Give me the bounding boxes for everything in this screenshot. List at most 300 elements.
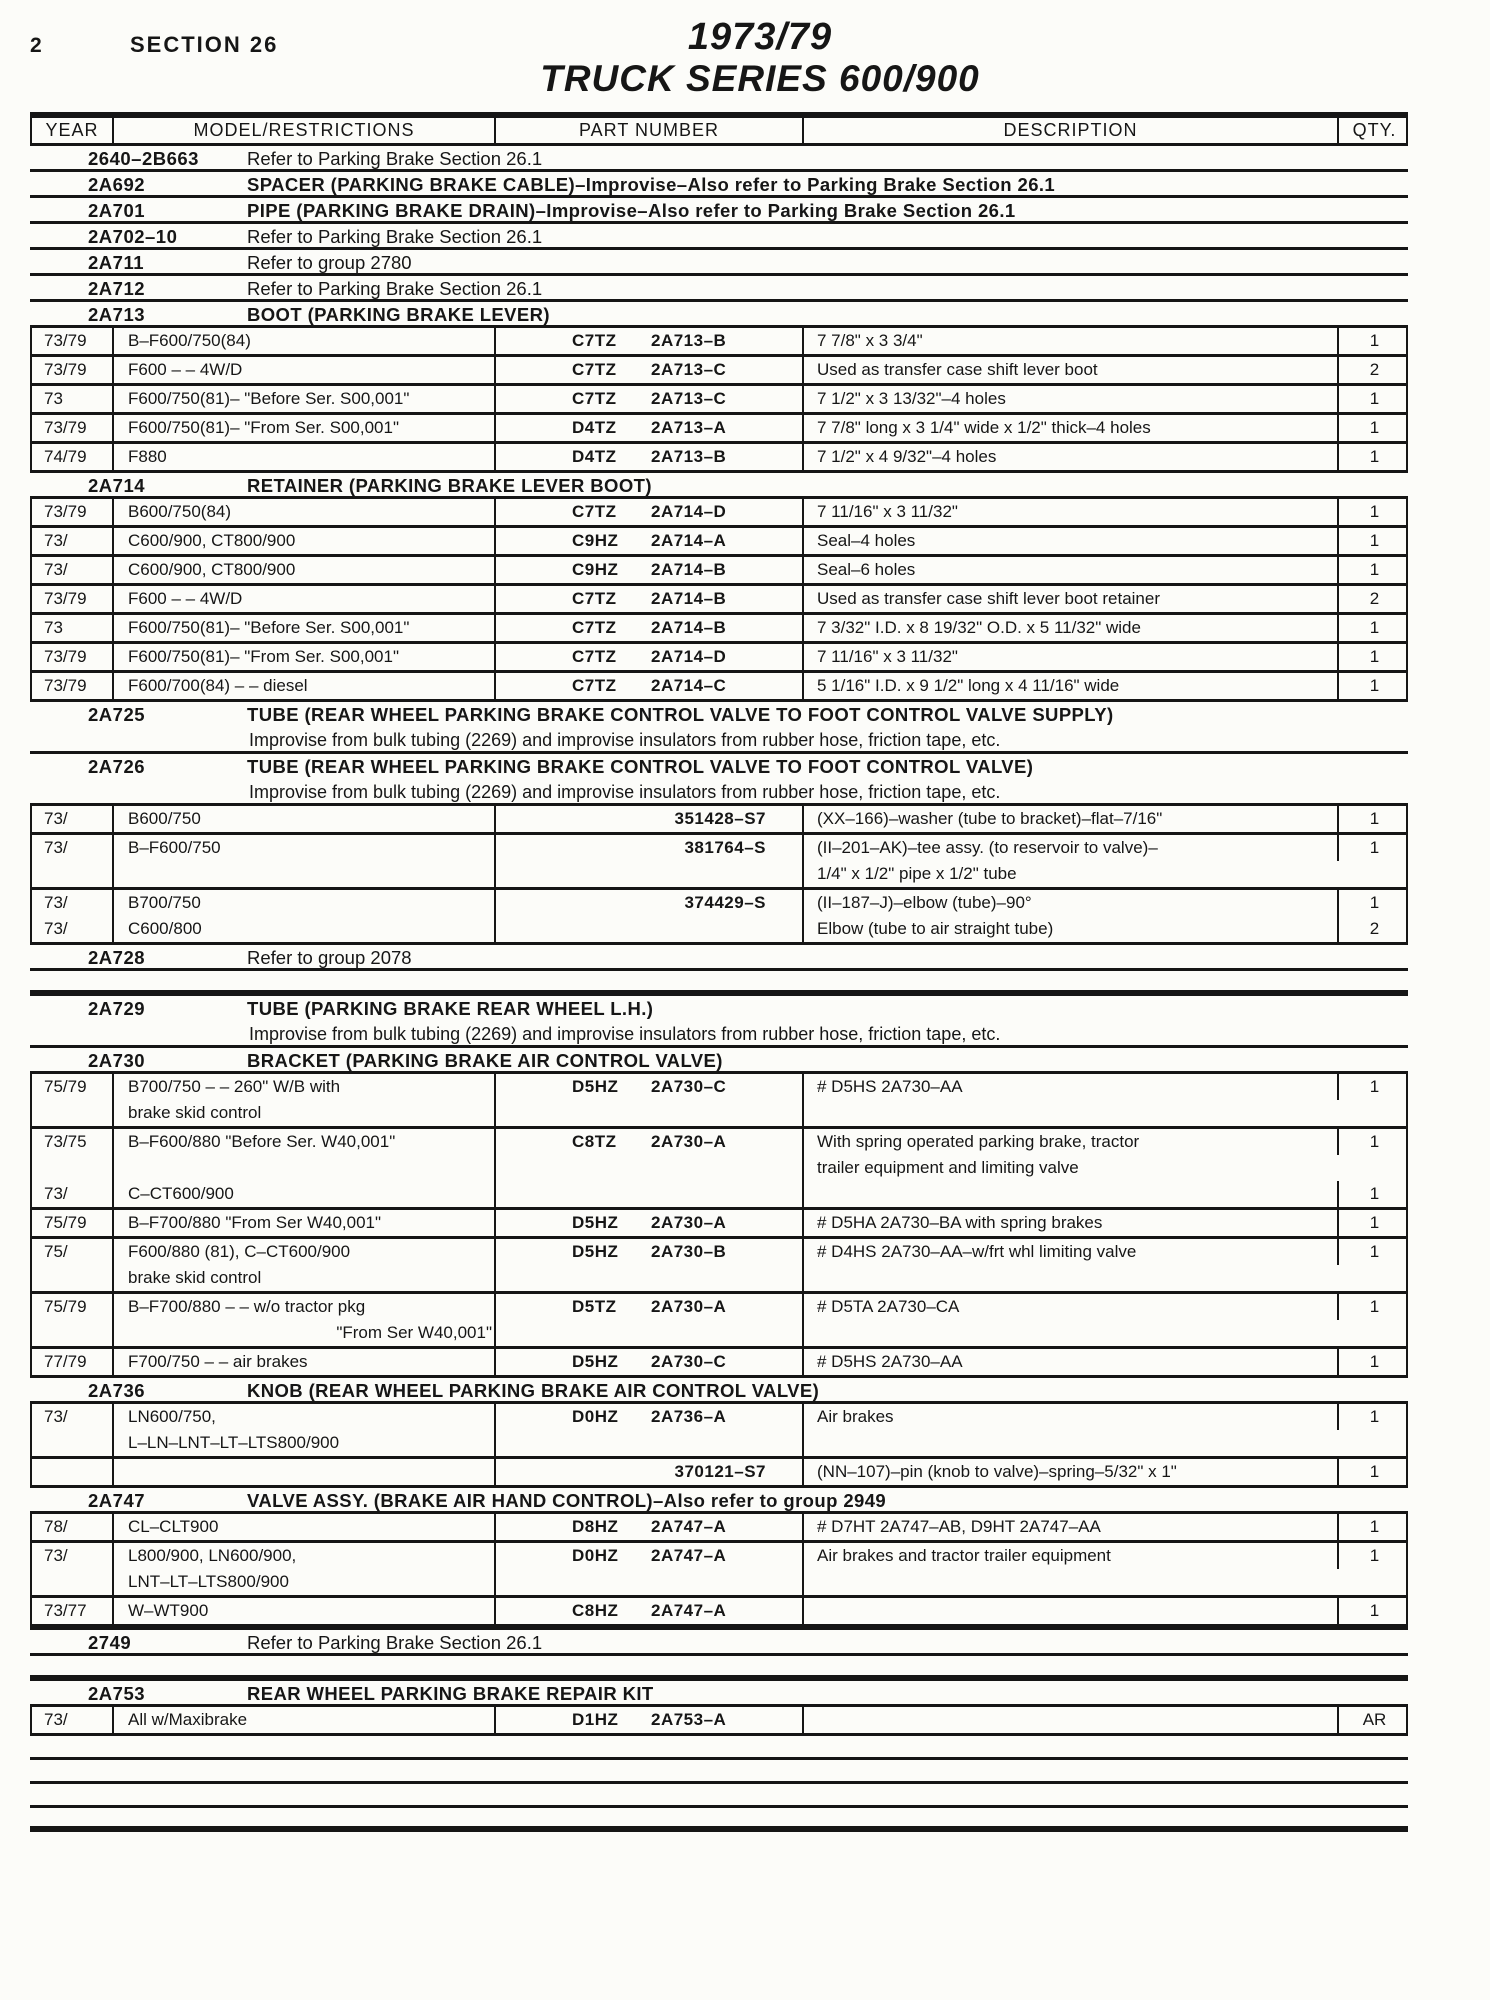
section-name: VALVE ASSY. (BRAKE AIR HAND CONTROL)–Also refer to group 2949: [247, 1490, 887, 1511]
table-row: [30, 1598, 1408, 1630]
model-line: "From Ser W40,001": [336, 1323, 492, 1342]
part-number-suffix: 2A753–A: [651, 1710, 727, 1729]
model-cell: [112, 1459, 494, 1485]
section-part-number: 2A730: [88, 1050, 146, 1071]
year-cell: 73/: [44, 1184, 68, 1203]
desc-line: 7 11/16" x 3 11/32": [817, 502, 958, 521]
desc-cell: [802, 1707, 1337, 1733]
section-part-number: 2A713: [88, 304, 146, 325]
year-cell: 75/79: [44, 1297, 87, 1316]
qty-cell: AR: [1337, 1707, 1410, 1733]
section-row: [30, 754, 1408, 780]
qty-cell: 1: [1337, 557, 1410, 583]
desc-cell: [802, 1543, 1337, 1595]
part-number-prefix: D4TZ: [572, 447, 617, 466]
desc-line: # D5TA 2A730–CA: [817, 1297, 960, 1316]
desc-line: trailer equipment and limiting valve: [817, 1158, 1079, 1177]
blank-row: [30, 971, 1408, 996]
section-row: [30, 702, 1408, 728]
year-cell: 73/79: [44, 360, 87, 379]
table-row: [30, 1074, 1408, 1129]
desc-cell: [802, 499, 1337, 525]
col-header-desc: DESCRIPTION: [802, 118, 1337, 143]
model-line: B600/750(84): [128, 502, 232, 521]
part-number-prefix: C7TZ: [572, 589, 617, 608]
desc-cell: [802, 1598, 1337, 1624]
model-line: brake skid control: [128, 1103, 262, 1122]
qty-cell: 1: [1337, 644, 1410, 670]
qty-cell: 1: [1337, 1239, 1410, 1265]
table-row: [30, 673, 1408, 702]
part-number-prefix: C7TZ: [572, 331, 617, 350]
qty-cell: 2: [1337, 357, 1410, 383]
model-line: B600/750: [128, 809, 201, 828]
model-cell: [112, 1210, 494, 1236]
part-number-prefix: C8TZ: [572, 1132, 617, 1151]
col-header-model: MODEL/RESTRICTIONS: [112, 118, 494, 143]
section-row: [30, 1630, 1408, 1656]
part-number-basic: 381764–S: [684, 838, 766, 857]
section-row: [30, 1048, 1408, 1074]
desc-cell: [802, 328, 1337, 354]
section-name: Refer to Parking Brake Section 26.1: [247, 148, 543, 169]
part-number-suffix: 2A714–C: [651, 676, 727, 695]
year-cell: 73/: [44, 1407, 68, 1426]
year-cell: 73/77: [44, 1601, 87, 1620]
model-line: LNT–LT–LTS800/900: [128, 1572, 289, 1591]
desc-cell: [802, 644, 1337, 670]
note-row: [30, 780, 1408, 806]
model-cell: [112, 1514, 494, 1540]
qty-cell: 1: [1337, 1514, 1410, 1540]
model-line: CL–CLT900: [128, 1517, 219, 1536]
desc-cell: [802, 835, 1337, 887]
part-number-prefix: C7TZ: [572, 389, 617, 408]
desc-cell: [802, 1074, 1337, 1126]
desc-line: 7 7/8" x 3 3/4": [817, 331, 923, 350]
desc-line: Used as transfer case shift lever boot: [817, 360, 1098, 379]
part-number-prefix: C7TZ: [572, 676, 617, 695]
model-line: F600/750(81)– "From Ser. S00,001": [128, 647, 399, 666]
year-cell: 73: [44, 389, 63, 408]
note-row: [30, 728, 1408, 754]
desc-cell: [802, 357, 1337, 383]
table-row: [30, 444, 1408, 473]
desc-cell: [802, 1514, 1337, 1540]
section-name: PIPE (PARKING BRAKE DRAIN)–Improvise–Also refer to Parking Brake Section 26.1: [247, 200, 1016, 221]
part-number-suffix: 2A714–D: [651, 502, 727, 521]
part-number-suffix: 2A714–D: [651, 647, 727, 666]
year-cell: 73/75: [44, 1132, 87, 1151]
qty-cell: 1: [1337, 806, 1410, 832]
model-line: F880: [128, 447, 167, 466]
part-cell: [494, 328, 802, 354]
section-row: [30, 172, 1408, 198]
part-number-suffix: 2A730–B: [651, 1242, 727, 1261]
qty-cell: 1: [1337, 1349, 1410, 1375]
qty-cell: 2: [1337, 916, 1410, 942]
model-cell: [112, 586, 494, 612]
year-cell: 75/79: [44, 1213, 87, 1232]
part-cell: [494, 1239, 802, 1291]
year-cell: 73/79: [44, 647, 87, 666]
part-cell: [494, 1459, 802, 1485]
part-cell: [494, 1404, 802, 1456]
desc-cell: [802, 890, 1337, 916]
col-header-year: YEAR: [45, 120, 99, 140]
note-row: [30, 1022, 1408, 1048]
table-row: [30, 806, 1408, 835]
desc-cell: [802, 557, 1337, 583]
table-row: [30, 916, 1408, 945]
desc-cell: [802, 1129, 1337, 1181]
table-header-row: [30, 118, 1408, 146]
section-name: Refer to Parking Brake Section 26.1: [247, 1632, 543, 1653]
part-number-prefix: D1HZ: [572, 1710, 619, 1729]
section-part-number: 2A747: [88, 1490, 146, 1511]
section-part-number: 2A725: [88, 704, 146, 725]
part-number-suffix: 2A713–A: [651, 418, 727, 437]
qty-cell: 1: [1337, 890, 1410, 916]
desc-cell: [802, 586, 1337, 612]
qty-cell: 1: [1337, 1404, 1410, 1430]
col-header-qty: QTY.: [1337, 118, 1410, 143]
desc-cell: [802, 528, 1337, 554]
model-line: F600 – – 4W/D: [128, 589, 243, 608]
part-number-suffix: 2A714–A: [651, 531, 727, 550]
model-line: B–F600/750: [128, 838, 221, 857]
model-cell: [112, 806, 494, 832]
year-cell: 73/79: [44, 418, 87, 437]
section-part-number: 2640–2B663: [88, 148, 199, 169]
desc-line: 7 11/16" x 3 11/32": [817, 647, 958, 666]
model-line: B–F700/880 "From Ser W40,001": [128, 1213, 382, 1232]
desc-cell: [802, 1459, 1337, 1485]
year-cell: 73/: [44, 893, 68, 912]
section-part-number: 2A692: [88, 174, 146, 195]
note-text: Improvise from bulk tubing (2269) and improvise insulators from rubber hose, friction tape, etc.: [249, 782, 1001, 802]
model-cell: [112, 499, 494, 525]
page-number: 2: [30, 34, 42, 57]
table-row: [30, 615, 1408, 644]
desc-line: # D7HT 2A747–AB, D9HT 2A747–AA: [817, 1517, 1101, 1536]
page-title-series: TRUCK SERIES 600/900: [540, 58, 980, 99]
model-line: C600/800: [128, 919, 202, 938]
desc-cell: [802, 1181, 1337, 1207]
desc-cell: [802, 386, 1337, 412]
part-number-suffix: 2A747–A: [651, 1517, 727, 1536]
section-name: TUBE (PARKING BRAKE REAR WHEEL L.H.): [247, 998, 654, 1019]
qty-cell: 2: [1337, 586, 1410, 612]
qty-cell: 1: [1337, 386, 1410, 412]
section-part-number: 2A702–10: [88, 226, 178, 247]
model-cell: [112, 1707, 494, 1733]
model-cell: [112, 1129, 494, 1181]
model-line: W–WT900: [128, 1601, 209, 1620]
part-number-prefix: D5HZ: [572, 1213, 619, 1232]
part-number-suffix: 2A747–A: [651, 1546, 727, 1565]
part-cell: [494, 1349, 802, 1375]
year-cell: 78/: [44, 1517, 68, 1536]
section-row: [30, 945, 1408, 971]
part-cell: [494, 1129, 802, 1181]
table-row: [30, 1543, 1408, 1598]
section-part-number: 2A729: [88, 998, 146, 1019]
table-row: [30, 415, 1408, 444]
table-row: [30, 557, 1408, 586]
year-cell: 74/79: [44, 447, 87, 466]
part-number-prefix: C7TZ: [572, 360, 617, 379]
part-cell: [494, 1074, 802, 1126]
year-cell: 73/: [44, 919, 68, 938]
model-cell: [112, 444, 494, 470]
table-row: [30, 1129, 1408, 1181]
section-part-number: 2749: [88, 1632, 132, 1653]
part-number-prefix: C9HZ: [572, 531, 619, 550]
model-line: L–LN–LNT–LT–LTS800/900: [128, 1433, 340, 1452]
model-line: F700/750 – – air brakes: [128, 1352, 308, 1371]
qty-cell: 1: [1337, 1074, 1410, 1100]
desc-line: # D5HS 2A730–AA: [817, 1352, 963, 1371]
year-cell: 73/: [44, 809, 68, 828]
desc-line: 7 3/32" I.D. x 8 19/32" O.D. x 5 11/32" wide: [817, 618, 1141, 637]
part-number-suffix: 2A736–A: [651, 1407, 727, 1426]
part-number-suffix: 2A713–C: [651, 360, 727, 379]
table-row: [30, 499, 1408, 528]
model-cell: [112, 415, 494, 441]
part-number-prefix: D4TZ: [572, 418, 617, 437]
year-cell: 73/79: [44, 502, 87, 521]
model-cell: [112, 1294, 494, 1346]
part-number-suffix: 2A730–A: [651, 1297, 727, 1316]
table-row: [30, 357, 1408, 386]
table-row: [30, 386, 1408, 415]
parts-table-body: [30, 146, 1408, 1832]
section-name: BOOT (PARKING BRAKE LEVER): [247, 304, 550, 325]
part-cell: [494, 1543, 802, 1595]
part-cell: [494, 444, 802, 470]
desc-line: (XX–166)–washer (tube to bracket)–flat–7/16": [817, 809, 1163, 828]
qty-cell: 1: [1337, 1294, 1410, 1320]
section-part-number: 2A701: [88, 200, 146, 221]
model-cell: [112, 835, 494, 887]
part-cell: [494, 806, 802, 832]
part-cell: [494, 890, 802, 916]
model-line: F600/700(84) – – diesel: [128, 676, 308, 695]
desc-line: Used as transfer case shift lever boot retainer: [817, 589, 1160, 608]
model-cell: [112, 1543, 494, 1595]
section-row: [30, 996, 1408, 1022]
desc-cell: [802, 1210, 1337, 1236]
model-cell: [112, 1074, 494, 1126]
blank-row: [30, 1736, 1408, 1760]
part-cell: [494, 615, 802, 641]
table-row: [30, 835, 1408, 890]
year-cell: 73/: [44, 560, 68, 579]
part-cell: [494, 1210, 802, 1236]
desc-line: Air brakes and tractor trailer equipment: [817, 1546, 1111, 1565]
desc-cell: [802, 1239, 1337, 1291]
part-number-suffix: 2A713–B: [651, 447, 727, 466]
parts-table: [30, 112, 1408, 1832]
part-cell: [494, 528, 802, 554]
section-name: TUBE (REAR WHEEL PARKING BRAKE CONTROL VALVE TO FOOT CONTROL VALVE): [247, 756, 1034, 777]
model-line: B700/750: [128, 893, 201, 912]
model-line: F600/750(81)– "Before Ser. S00,001": [128, 618, 410, 637]
table-row: [30, 1514, 1408, 1543]
year-cell: 73/: [44, 531, 68, 550]
part-cell: [494, 1181, 802, 1207]
model-cell: [112, 916, 494, 942]
model-cell: [112, 644, 494, 670]
section-name: KNOB (REAR WHEEL PARKING BRAKE AIR CONTROL VALVE): [247, 1380, 820, 1401]
section-row: [30, 224, 1408, 250]
year-cell: 73/: [44, 1546, 68, 1565]
desc-line: 5 1/16" I.D. x 9 1/2" long x 4 11/16" wide: [817, 676, 1120, 695]
part-cell: [494, 1514, 802, 1540]
desc-line: # D5HA 2A730–BA with spring brakes: [817, 1213, 1103, 1232]
part-number-suffix: 2A714–B: [651, 560, 727, 579]
model-cell: [112, 357, 494, 383]
qty-cell: 1: [1337, 673, 1410, 699]
part-number-suffix: 2A747–A: [651, 1601, 727, 1620]
model-cell: [112, 528, 494, 554]
desc-cell: [802, 615, 1337, 641]
section-part-number: 2A728: [88, 947, 146, 968]
model-cell: [112, 1598, 494, 1624]
section-row: [30, 276, 1408, 302]
part-number-prefix: D5HZ: [572, 1242, 619, 1261]
year-cell: 73: [44, 618, 63, 637]
part-cell: [494, 386, 802, 412]
desc-line: # D4HS 2A730–AA–w/frt whl limiting valve: [817, 1242, 1137, 1261]
table-row: [30, 1294, 1408, 1349]
table-row: [30, 644, 1408, 673]
desc-cell: [802, 916, 1337, 942]
qty-cell: 1: [1337, 528, 1410, 554]
section-row: [30, 302, 1408, 328]
desc-line: # D5HS 2A730–AA: [817, 1077, 963, 1096]
desc-cell: [802, 1294, 1337, 1346]
model-line: C600/900, CT800/900: [128, 531, 296, 550]
desc-line: Seal–4 holes: [817, 531, 916, 550]
model-cell: [112, 1349, 494, 1375]
model-cell: [112, 328, 494, 354]
year-cell: 73/79: [44, 589, 87, 608]
section-label: SECTION 26: [130, 32, 279, 57]
desc-line: Seal–6 holes: [817, 560, 916, 579]
part-number-prefix: C8HZ: [572, 1601, 619, 1620]
model-line: brake skid control: [128, 1268, 262, 1287]
table-row: [30, 528, 1408, 557]
model-line: L800/900, LN600/900,: [128, 1546, 297, 1565]
desc-line: Elbow (tube to air straight tube): [817, 919, 1054, 938]
section-row: [30, 473, 1408, 499]
model-cell: [112, 890, 494, 916]
desc-line: 7 1/2" x 3 13/32"–4 holes: [817, 389, 1006, 408]
part-cell: [494, 1598, 802, 1624]
section-part-number: 2A726: [88, 756, 146, 777]
part-number-suffix: 2A730–C: [651, 1077, 727, 1096]
model-cell: [112, 1404, 494, 1456]
part-cell: [494, 1707, 802, 1733]
year-cell: 73/79: [44, 676, 87, 695]
qty-cell: 1: [1337, 444, 1410, 470]
part-cell: [494, 916, 802, 942]
qty-cell: 1: [1337, 1543, 1410, 1569]
qty-cell: 1: [1337, 835, 1410, 861]
part-number-prefix: D5HZ: [572, 1077, 619, 1096]
table-row: [30, 586, 1408, 615]
model-cell: [112, 1181, 494, 1207]
section-row: [30, 1681, 1408, 1707]
table-row: [30, 1404, 1408, 1459]
part-number-suffix: 2A713–B: [651, 331, 727, 350]
part-cell: [494, 835, 802, 887]
desc-line: 1/4" x 1/2" pipe x 1/2" tube: [817, 864, 1017, 883]
page-title-years: 1973/79: [687, 16, 833, 58]
part-number-suffix: 2A714–B: [651, 589, 727, 608]
blank-row: [30, 1656, 1408, 1681]
part-number-prefix: C7TZ: [572, 618, 617, 637]
qty-cell: 1: [1337, 615, 1410, 641]
qty-cell: 1: [1337, 1459, 1410, 1485]
year-cell: 73/: [44, 838, 68, 857]
part-number-prefix: C7TZ: [572, 502, 617, 521]
note-text: Improvise from bulk tubing (2269) and improvise insulators from rubber hose, friction tape, etc.: [249, 730, 1001, 750]
part-number-prefix: D5TZ: [572, 1297, 617, 1316]
year-cell: 77/79: [44, 1352, 87, 1371]
model-line: F600/750(81)– "Before Ser. S00,001": [128, 389, 410, 408]
desc-cell: [802, 444, 1337, 470]
table-row: [30, 328, 1408, 357]
model-line: F600/750(81)– "From Ser. S00,001": [128, 418, 399, 437]
model-line: LN600/750,: [128, 1407, 216, 1426]
year-cell: [32, 1459, 112, 1485]
year-cell: 75/: [44, 1242, 68, 1261]
model-line: B–F700/880 – – w/o tractor pkg: [128, 1297, 366, 1316]
table-row: [30, 1181, 1408, 1210]
part-cell: [494, 557, 802, 583]
year-cell: 75/79: [44, 1077, 87, 1096]
desc-cell: [802, 415, 1337, 441]
year-cell: 73/79: [44, 331, 87, 350]
qty-cell: 1: [1337, 499, 1410, 525]
model-line: All w/Maxibrake: [128, 1710, 248, 1729]
desc-cell: [802, 806, 1337, 832]
section-name: Refer to Parking Brake Section 26.1: [247, 278, 543, 299]
part-number-prefix: D0HZ: [572, 1546, 619, 1565]
part-cell: [494, 1294, 802, 1346]
part-number-suffix: 2A730–C: [651, 1352, 727, 1371]
section-row: [30, 198, 1408, 224]
part-number-prefix: D0HZ: [572, 1407, 619, 1426]
qty-cell: 1: [1337, 1181, 1410, 1207]
qty-cell: 1: [1337, 1129, 1410, 1155]
part-number-prefix: D8HZ: [572, 1517, 619, 1536]
model-cell: [112, 615, 494, 641]
part-number-suffix: 2A714–B: [651, 618, 727, 637]
blank-row: [30, 1760, 1408, 1784]
qty-cell: 1: [1337, 1598, 1410, 1624]
section-name: SPACER (PARKING BRAKE CABLE)–Improvise–Also refer to Parking Brake Section 26.1: [247, 174, 1056, 195]
desc-line: Air brakes: [817, 1407, 894, 1426]
section-part-number: 2A712: [88, 278, 146, 299]
part-cell: [494, 644, 802, 670]
part-number-prefix: C9HZ: [572, 560, 619, 579]
part-cell: [494, 499, 802, 525]
part-number-basic: 374429–S: [684, 893, 766, 912]
